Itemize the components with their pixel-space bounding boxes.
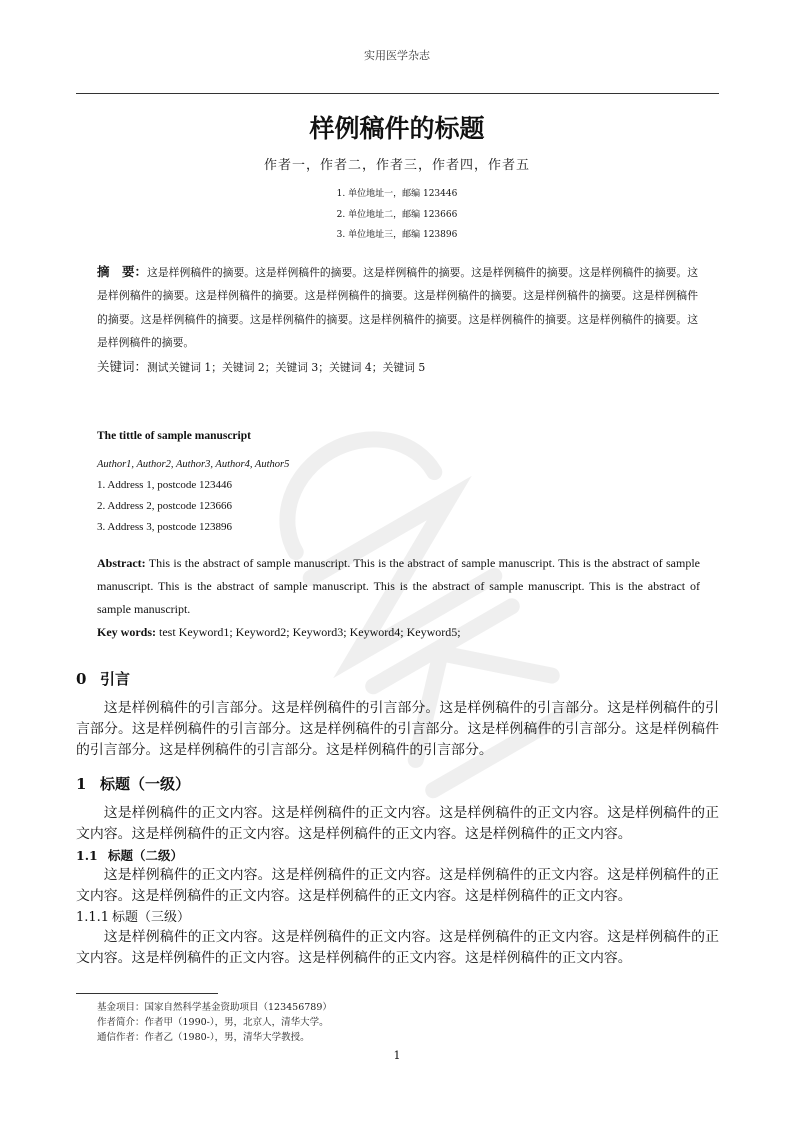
cn-keywords-label: 关键词：: [97, 358, 148, 374]
en-abstract-text: This is the abstract of sample manuscript. This is the abstract of sample manuscript. This is the abstract of sample manuscript. This is the abstract of sample manuscript. This is the abstract of sample manuscript. This is the abstract of sample manuscript.: [97, 556, 700, 616]
section-paragraph: 这是样例稿件的正文内容。这是样例稿件的正文内容。这是样例稿件的正文内容。这是样例稿件的正文内容。这是样例稿件的正文内容。这是样例稿件的正文内容。这是样例稿件的正文内容。: [76, 805, 719, 842]
cn-keywords: [97, 355, 698, 380]
section-number: 1: [76, 775, 87, 793]
affiliation: 3. 单位地址三，邮编 123896: [336, 230, 458, 240]
authors: 作者一，作者二，作者三，作者四，作者五: [263, 158, 530, 173]
affiliations: [0, 184, 794, 246]
section-number: 1.1: [76, 848, 98, 863]
cn-abstract: [97, 260, 698, 355]
subsubsection-heading: [76, 909, 719, 927]
affiliation: 1. 单位地址一，邮编 123446: [336, 189, 458, 199]
section-paragraph: 这是样例稿件的引言部分。这是样例稿件的引言部分。这是样例稿件的引言部分。这是样例稿件的引言部分。这是样例稿件的引言部分。这是样例稿件的引言部分。这是样例稿件的引言部分。这是样例稿件的引言部分。这是样例稿件的引言部分。这是样例稿件的引言部分。: [76, 700, 719, 758]
footnotes: [97, 1000, 719, 1045]
section-heading: [76, 668, 719, 690]
en-address: 3. Address 3, postcode 123896: [97, 521, 233, 533]
page-footer: [0, 973, 794, 1063]
section-number: 0: [76, 670, 87, 688]
section-paragraph: 这是样例稿件的正文内容。这是样例稿件的正文内容。这是样例稿件的正文内容。这是样例稿件的正文内容。这是样例稿件的正文内容。这是样例稿件的正文内容。这是样例稿件的正文内容。: [76, 929, 719, 966]
section-title: 标题（三级）: [112, 910, 191, 925]
section-title: 标题（二级）: [108, 848, 184, 863]
header-rule: [76, 93, 719, 94]
en-address: 2. Address 2, postcode 123666: [97, 500, 233, 512]
en-abstract: [97, 552, 700, 621]
en-address: 1. Address 1, postcode 123446: [97, 479, 233, 491]
en-keywords-text: test Keyword1; Keyword2; Keyword3; Keyword4; Keyword5;: [156, 625, 461, 639]
en-keywords: [97, 621, 700, 644]
en-title: The tittle of sample manuscript: [97, 430, 251, 442]
en-abstract-label: Abstract:: [97, 556, 146, 570]
section-heading: [76, 773, 719, 795]
subsection-heading: [76, 847, 719, 865]
cn-abstract-text: 这是样例稿件的摘要。这是样例稿件的摘要。这是样例稿件的摘要。这是样例稿件的摘要。这是样例稿件的摘要。这是样例稿件的摘要。这是样例稿件的摘要。这是样例稿件的摘要。这是样例稿件的摘要。这是样例稿件的摘要。这是样例稿件的摘要。这是样例稿件的摘要。这是样例稿件的摘要。这是样例稿件的摘要。这是样例稿件的摘要。这是样例稿件的摘要。这是样例稿件的摘要。: [97, 265, 698, 349]
paper-title: 样例稿件的标题: [309, 114, 485, 143]
affiliation: 2. 单位地址二，邮编 123666: [336, 209, 458, 220]
page-number: 1: [393, 1049, 401, 1062]
footnote: 基金项目：国家自然科学基金资助项目（123456789）: [97, 1002, 332, 1013]
section-paragraph: 这是样例稿件的正文内容。这是样例稿件的正文内容。这是样例稿件的正文内容。这是样例稿件的正文内容。这是样例稿件的正文内容。这是样例稿件的正文内容。这是样例稿件的正文内容。: [76, 867, 719, 904]
journal-header: 实用医学杂志: [364, 49, 430, 62]
en-authors: Author1, Author2, Author3, Author4, Author5: [97, 459, 290, 470]
section-number: 1.1.1: [76, 910, 110, 925]
cn-abstract-label: 摘 要：: [97, 263, 148, 279]
footnote-rule: [76, 993, 218, 994]
footnote: 通信作者：作者乙（1980-），男，清华大学教授。: [97, 1032, 310, 1043]
cn-keywords-text: 测试关键词 1；关键词 2；关键词 3；关键词 4；关键词 5: [147, 360, 426, 374]
section-title: 引言: [100, 670, 131, 688]
section-title: 标题（一级）: [100, 775, 191, 793]
en-keywords-label: Key words:: [97, 625, 156, 639]
footnote: 作者简介：作者甲（1990-），男，北京人，清华大学。: [97, 1017, 329, 1028]
